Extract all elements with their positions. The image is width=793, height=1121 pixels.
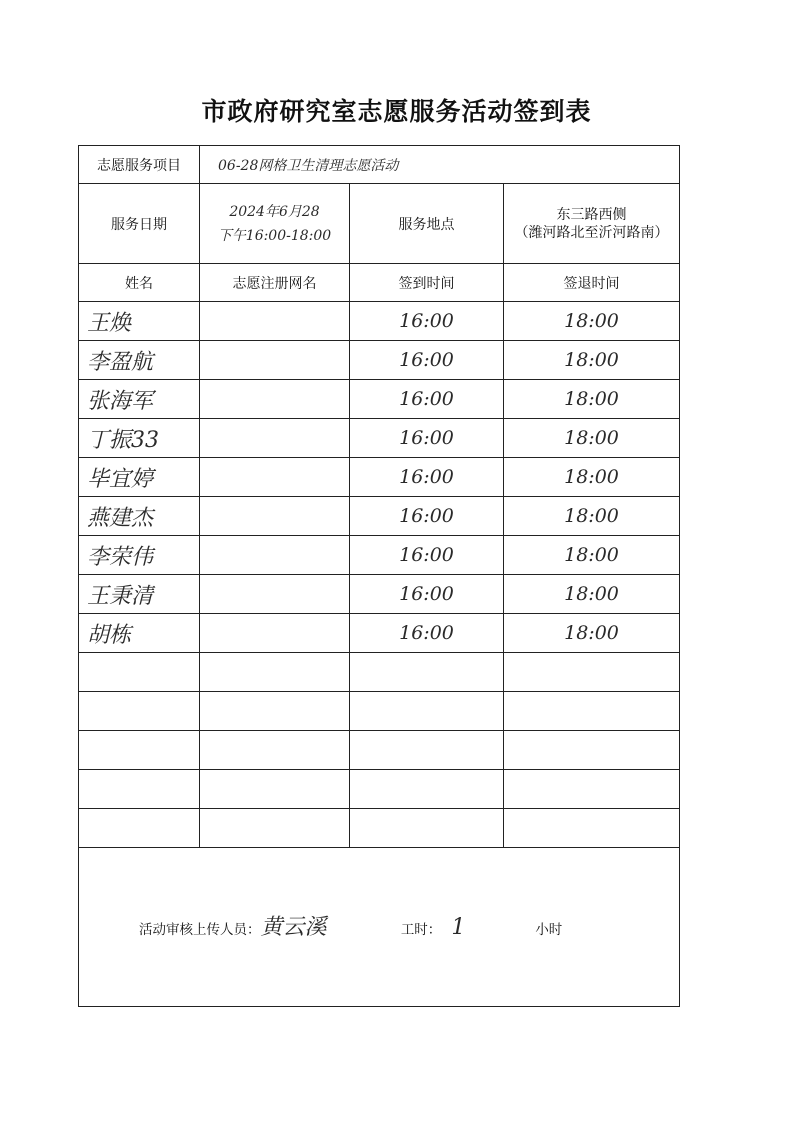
sign-out-cell-text: 18:00 [564, 466, 619, 488]
table-row [79, 575, 680, 614]
name-cell [79, 770, 200, 809]
sign-out-cell [504, 809, 680, 848]
net-name-cell [200, 419, 350, 458]
sign-in-cell [350, 536, 504, 575]
footer-row [79, 848, 680, 1007]
sign-out-cell [504, 653, 680, 692]
sign-in-cell-text: 16:00 [399, 622, 454, 644]
hours-label: 工时： [400, 922, 442, 938]
hours-value: 1 [451, 915, 466, 940]
col-header-sign-in: 签到时间 [350, 264, 504, 302]
sign-out-cell [504, 692, 680, 731]
net-name-cell [200, 497, 350, 536]
sign-in-cell-text: 16:00 [399, 388, 454, 410]
col-header-net-name: 志愿注册网名 [200, 264, 350, 302]
uploader-label: 活动审核上传人员： [139, 922, 261, 938]
project-row [79, 146, 680, 184]
sign-out-cell-text: 18:00 [564, 544, 619, 566]
table-row [79, 380, 680, 419]
name-cell [79, 458, 200, 497]
sign-out-cell-text: 18:00 [564, 310, 619, 332]
table-row [79, 809, 680, 848]
uploader-signature: 黄云溪 [260, 915, 327, 940]
sign-in-cell [350, 302, 504, 341]
net-name-cell [200, 731, 350, 770]
sign-out-cell-text: 18:00 [564, 505, 619, 527]
name-cell [79, 380, 200, 419]
table-row [79, 770, 680, 809]
net-name-cell [200, 536, 350, 575]
name-cell [79, 341, 200, 380]
date-value [200, 184, 350, 264]
name-cell [79, 731, 200, 770]
sign-in-cell-text: 16:00 [399, 427, 454, 449]
sign-out-cell-text: 18:00 [564, 583, 619, 605]
net-name-cell [200, 770, 350, 809]
sign-out-cell-text: 18:00 [564, 622, 619, 644]
sign-out-cell [504, 458, 680, 497]
table-row [79, 614, 680, 653]
sign-in-cell [350, 575, 504, 614]
name-cell [79, 497, 200, 536]
net-name-cell [200, 575, 350, 614]
net-name-cell [200, 614, 350, 653]
name-cell-text: 张海军 [87, 388, 154, 414]
sign-in-cell [350, 458, 504, 497]
footer-line [139, 910, 562, 941]
name-cell-text: 李盈航 [87, 349, 154, 375]
name-cell [79, 692, 200, 731]
sign-out-cell [504, 536, 680, 575]
date-location-row [79, 184, 680, 264]
name-cell [79, 614, 200, 653]
table-row [79, 341, 680, 380]
sign-out-cell [504, 419, 680, 458]
date-line-1: 2024年6月28 [229, 203, 320, 220]
sign-out-cell-text: 18:00 [564, 388, 619, 410]
name-cell-text: 李荣伟 [87, 544, 154, 570]
date-label: 服务日期 [79, 184, 200, 264]
sign-in-cell-text: 16:00 [399, 544, 454, 566]
location-line-2: （潍河路北至沂河路南） [514, 224, 669, 241]
location-line-1: 东三路西侧 [556, 206, 627, 223]
sign-out-cell [504, 614, 680, 653]
sign-in-cell [350, 341, 504, 380]
table-row [79, 536, 680, 575]
name-cell-text: 燕建杰 [87, 505, 154, 531]
col-header-name: 姓名 [79, 264, 200, 302]
table-row [79, 497, 680, 536]
net-name-cell [200, 302, 350, 341]
sign-in-cell [350, 653, 504, 692]
sign-in-cell-text: 16:00 [399, 505, 454, 527]
net-name-cell [200, 653, 350, 692]
location-value [504, 184, 680, 264]
sign-in-cell [350, 770, 504, 809]
name-cell-text: 王秉清 [87, 583, 154, 609]
sign-out-cell [504, 380, 680, 419]
table-row [79, 419, 680, 458]
sign-out-cell [504, 302, 680, 341]
name-cell [79, 536, 200, 575]
sign-out-cell [504, 575, 680, 614]
table-row [79, 302, 680, 341]
page-title: 市政府研究室志愿服务活动签到表 [201, 97, 592, 126]
name-cell [79, 302, 200, 341]
project-value: 06-28网格卫生清理志愿活动 [200, 146, 680, 184]
footer-cell [79, 848, 680, 1007]
column-header-row [79, 264, 680, 302]
sign-in-cell [350, 497, 504, 536]
name-cell-text: 毕宜婷 [87, 466, 154, 492]
name-cell [79, 419, 200, 458]
sign-out-cell-text: 18:00 [564, 349, 619, 371]
signin-table [78, 145, 680, 1007]
net-name-cell [200, 341, 350, 380]
net-name-cell [200, 692, 350, 731]
sign-in-cell [350, 380, 504, 419]
sign-in-cell-text: 16:00 [399, 310, 454, 332]
name-cell-text: 胡栋 [87, 622, 132, 648]
sign-in-cell-text: 16:00 [399, 583, 454, 605]
sign-in-cell-text: 16:00 [399, 466, 454, 488]
table-row [79, 458, 680, 497]
col-header-sign-out: 签退时间 [504, 264, 680, 302]
name-cell [79, 575, 200, 614]
location-label: 服务地点 [350, 184, 504, 264]
sign-in-cell [350, 809, 504, 848]
name-cell [79, 653, 200, 692]
project-label: 志愿服务项目 [79, 146, 200, 184]
table-row [79, 731, 680, 770]
sign-out-cell [504, 770, 680, 809]
sign-out-cell [504, 497, 680, 536]
sign-in-cell [350, 614, 504, 653]
sign-in-cell [350, 419, 504, 458]
table-row [79, 692, 680, 731]
sign-in-cell [350, 731, 504, 770]
name-cell-text: 王焕 [87, 310, 132, 336]
sign-out-cell [504, 341, 680, 380]
hours-unit: 小时 [535, 922, 563, 938]
date-line-2: 下午16:00-18:00 [217, 227, 332, 244]
net-name-cell [200, 380, 350, 419]
sign-out-cell-text: 18:00 [564, 427, 619, 449]
name-cell-text: 丁振33 [87, 427, 159, 453]
table-row [79, 653, 680, 692]
net-name-cell [200, 458, 350, 497]
sign-out-cell [504, 731, 680, 770]
sign-in-cell-text: 16:00 [399, 349, 454, 371]
sign-in-cell [350, 692, 504, 731]
name-cell [79, 809, 200, 848]
net-name-cell [200, 809, 350, 848]
